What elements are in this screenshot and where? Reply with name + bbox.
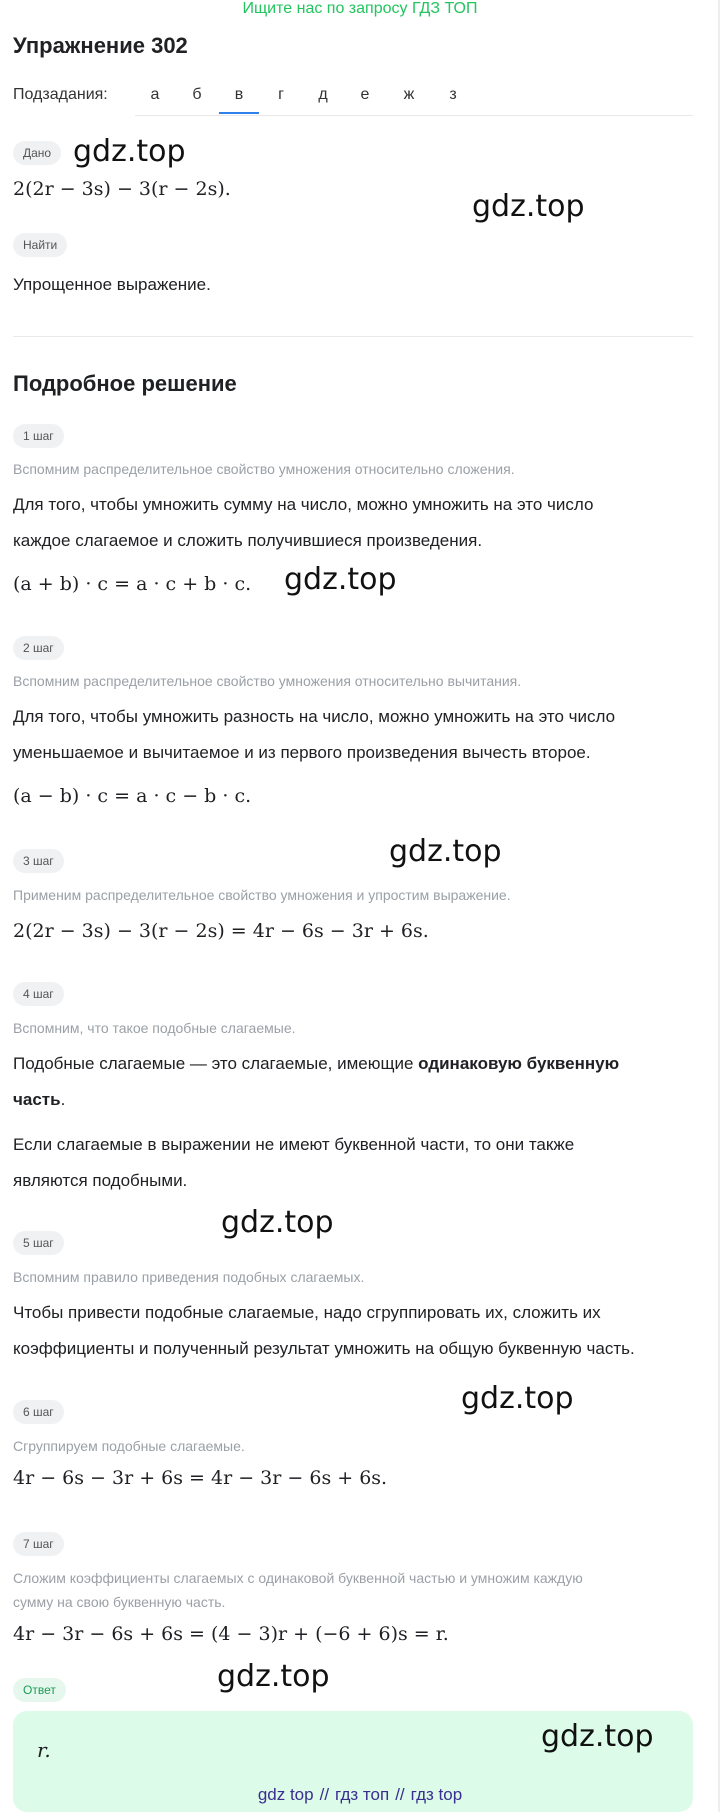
tab-e[interactable]: е xyxy=(360,86,370,103)
step-hint: Вспомним, что такое подобные слагаемые. xyxy=(13,1020,296,1036)
tab-a[interactable]: а xyxy=(150,86,160,103)
tab-d[interactable]: д xyxy=(318,86,328,103)
step-formula: 4r − 6s − 3r + 6s = 4r − 3r − 6s + 6s. xyxy=(13,1467,388,1489)
step-text: Для того, чтобы умножить разность на число, можно умножить на это число xyxy=(13,707,616,726)
step-badge: 4 шаг xyxy=(13,982,64,1006)
step-badge: 7 шаг xyxy=(13,1532,64,1556)
step-text xyxy=(13,1046,619,1082)
step-hint: Применим распределительное свойство умножения и упростим выражение. xyxy=(13,887,511,903)
footer-separator: // xyxy=(395,1785,405,1804)
watermark: gdz.top xyxy=(217,1659,330,1694)
watermark: gdz.top xyxy=(284,562,397,597)
step-badge: 6 шаг xyxy=(13,1400,64,1424)
answer-badge: Ответ xyxy=(13,1678,66,1702)
step-text: Чтобы привести подобные слагаемые, надо сгруппировать их, сложить их xyxy=(13,1303,601,1322)
tab-z[interactable]: з xyxy=(449,86,457,103)
step-text-end: . xyxy=(60,1090,66,1109)
solution-title: Подробное решение xyxy=(13,371,237,396)
footer-separator: // xyxy=(319,1785,330,1804)
step-badge: 5 шаг xyxy=(13,1231,64,1255)
page-title: Упражнение 302 xyxy=(13,33,188,58)
watermark: gdz.top xyxy=(73,134,186,169)
step-badge: 1 шаг xyxy=(13,424,64,448)
given-expression: 2(2r − 3s) − 3(r − 2s). xyxy=(13,178,231,200)
step-badge: 3 шаг xyxy=(13,849,64,873)
footer-link[interactable]: гдз top xyxy=(410,1785,463,1804)
subtasks-label: Подзадания: xyxy=(13,86,108,103)
answer-value: r. xyxy=(37,1738,51,1762)
step-text-bold: часть xyxy=(13,1090,61,1109)
find-text: Упрощенное выражение. xyxy=(13,275,211,294)
footer-link[interactable]: gdz top xyxy=(257,1785,314,1804)
step-text: коэффициенты и полученный результат умножить на общую буквенную часть. xyxy=(13,1339,635,1358)
step-text: Если слагаемые в выражении не имеют буквенной части, то они также xyxy=(13,1135,575,1154)
watermark: gdz.top xyxy=(389,834,502,869)
tab-v[interactable]: в xyxy=(234,86,244,103)
footer-link[interactable]: гдз топ xyxy=(335,1785,390,1804)
step-text-part: Подобные слагаемые — это слагаемые, имеющие xyxy=(13,1054,419,1073)
tab-zh[interactable]: ж xyxy=(403,86,415,103)
step-text: Для того, чтобы умножить сумму на число, можно умножить на это число xyxy=(13,495,594,514)
step-text: каждое слагаемое и сложить получившиеся произведения. xyxy=(13,531,483,550)
watermark: gdz.top xyxy=(221,1205,334,1240)
step-hint: Вспомним распределительное свойство умножения относительно вычитания. xyxy=(13,673,522,689)
footer-links xyxy=(0,1785,720,1805)
watermark: gdz.top xyxy=(541,1719,654,1754)
tab-g[interactable]: г xyxy=(278,86,284,103)
step-text-bold: одинаковую буквенную xyxy=(418,1054,620,1073)
given-badge: Дано xyxy=(13,141,61,165)
tab-b[interactable]: б xyxy=(192,86,202,103)
step-text xyxy=(13,1082,65,1118)
step-text: уменьшаемое и вычитаемое и из первого произведения вычесть второе. xyxy=(13,743,591,762)
subtask-tabs xyxy=(135,78,693,116)
step-hint: Сложим коэффициенты слагаемых с одинаковой буквенной частью и умножим каждую xyxy=(13,1570,583,1586)
divider xyxy=(13,336,693,337)
step-formula: (a + b) · c = a · c + b · c. xyxy=(13,573,252,595)
step-hint: Вспомним распределительное свойство умножения относительно сложения. xyxy=(13,461,515,477)
step-formula: (a − b) · c = a · c − b · c. xyxy=(13,785,252,807)
step-hint: Вспомним правило приведения подобных слагаемых. xyxy=(13,1269,365,1285)
step-text: являются подобными. xyxy=(13,1171,188,1190)
step-badge: 2 шаг xyxy=(13,636,64,660)
step-formula: 4r − 3r − 6s + 6s = (4 − 3)r + (−6 + 6)s = r. xyxy=(13,1623,449,1645)
step-hint: сумму на свою буквенную часть. xyxy=(13,1594,226,1610)
watermark: gdz.top xyxy=(472,189,585,224)
active-tab-indicator xyxy=(219,112,259,114)
step-hint: Сгруппируем подобные слагаемые. xyxy=(13,1438,245,1454)
watermark: gdz.top xyxy=(461,1381,574,1416)
find-badge: Найти xyxy=(13,233,67,257)
search-banner[interactable]: Ищите нас по запросу ГДЗ ТОП xyxy=(242,0,478,17)
step-formula: 2(2r − 3s) − 3(r − 2s) = 4r − 6s − 3r + 6s. xyxy=(13,920,429,942)
